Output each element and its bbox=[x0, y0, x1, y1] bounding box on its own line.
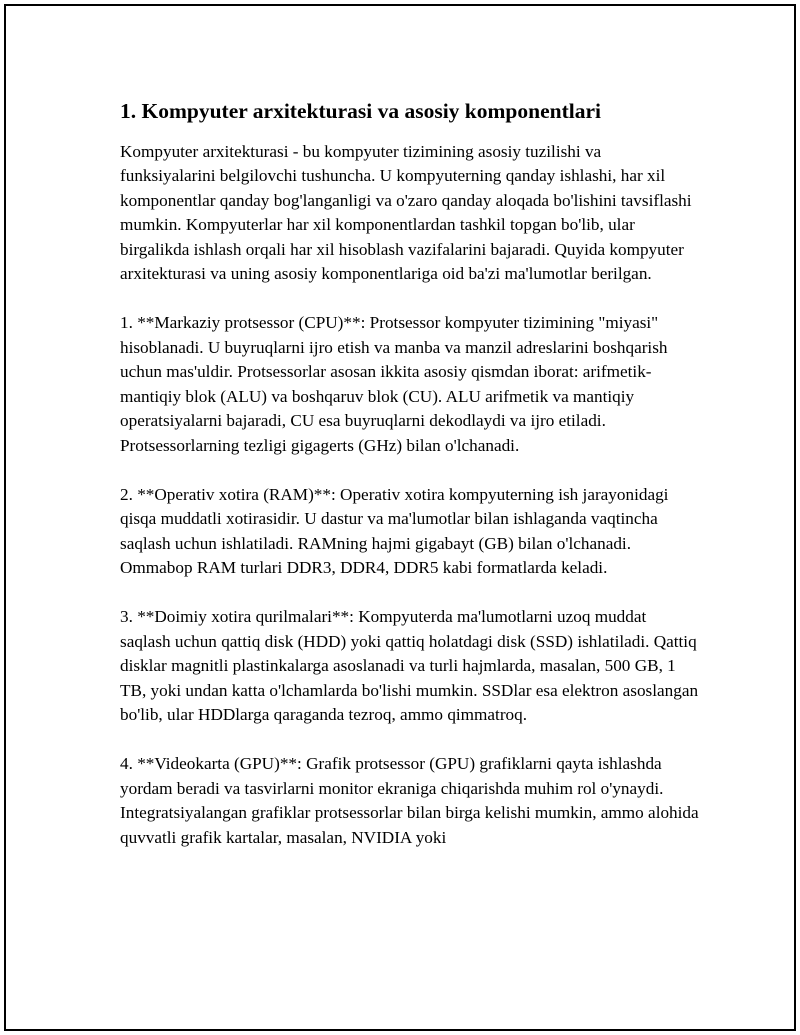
storage-paragraph: 3. **Doimiy xotira qurilmalari**: Kompyuterda ma'lumotlarni uzoq muddat saqlash uchun qattiq disk (HDD) yoki qattiq holatdagi disk (SSD) ishlatiladi. Qattiq disklar magnitli plastinkalarga asoslanadi va turli hajmlarda, masalan, 500 GB, 1 TB, yoki undan katta o'lchamlarda bo'lishi mumkin. SSDlar esa elektron asoslangan bo'lib, ular HDDlarga qaraganda tezroq, ammo qimmatroq. bbox=[120, 607, 699, 725]
ram-paragraph: 2. **Operativ xotira (RAM)**: Operativ xotira kompyuterning ish jarayonidagi qisqa muddatli xotirasidir. U dastur va ma'lumotlar bilan ishlaganda vaqtincha saqlash uchun ishlatiladi. RAMning hajmi gigabayt (GB) bilan o'lchanadi. Ommabop RAM turlari DDR3, DDR4, DDR5 kabi formatlarda keladi. bbox=[120, 484, 669, 578]
cpu-paragraph: 1. **Markaziy protsessor (CPU)**: Protsessor kompyuter tizimining "miyasi" hisoblanadi. U buyruqlarni ijro etish va manba va manzil adreslarini boshqarish uchun mas'uldir. Protsessorlar asosan ikkita asosiy qismdan iborat: arifmetik-mantiqiy blok (ALU) va boshqaruv blok (CU). ALU arifmetik va mantiqiy operatsiyalarni bajaradi, CU esa buyruqlarni dekodlaydi va ijro etiladi. Protsessorlarning tezligi gigagerts (GHz) bilan o'lchanadi. bbox=[120, 313, 668, 455]
document-title: 1. Kompyuter arxitekturasi va asosiy komponentlari bbox=[120, 99, 601, 123]
intro-paragraph: Kompyuter arxitekturasi - bu kompyuter tizimining asosiy tuzilishi va funksiyalarini belgilovchi tushuncha. U kompyuterning qanday ishlashi, har xil komponentlar qanday bog'langanligi va o'zaro qanday aloqada bo'lishini tavsiflashi mumkin. Kompyuterlar har xil komponentlardan tashkil topgan bo'lib, ular birgalikda ishlash orqali har xil hisoblash vazifalarini bajaradi. Quyida kompyuter arxitekturasi va uning asosiy komponentlariga oid ba'zi ma'lumotlar berilgan. bbox=[120, 141, 692, 284]
document-body bbox=[120, 98, 700, 850]
gpu-paragraph: 4. **Videokarta (GPU)**: Grafik protsessor (GPU) grafiklarni qayta ishlashda yordam beradi va tasvirlarni monitor ekraniga chiqarishda muhim rol o'ynaydi. Integratsiyalangan grafiklar protsessorlar bilan birga kelishi mumkin, ammo alohida quvvatli grafik kartalar, masalan, NVIDIA yoki bbox=[120, 754, 699, 847]
document-page bbox=[4, 4, 796, 1031]
